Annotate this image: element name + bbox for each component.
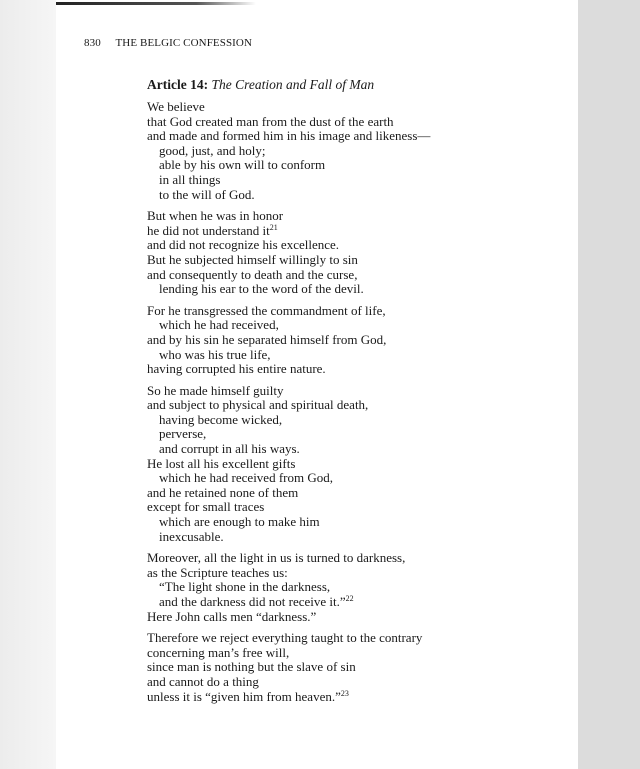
- stanza: [147, 384, 430, 545]
- text-line: [147, 173, 430, 188]
- line-text: who was his true life,: [159, 346, 271, 362]
- text-line: [147, 660, 430, 675]
- line-text: good, just, and holy;: [159, 142, 266, 158]
- line-text: that God created man from the dust of the earth: [147, 113, 394, 129]
- footnote-marker: 21: [269, 222, 278, 232]
- line-text: So he made himself guilty: [147, 382, 284, 398]
- text-line: [147, 580, 430, 595]
- footnote-marker: 23: [340, 688, 349, 698]
- text-line: [147, 457, 430, 472]
- line-text: We believe: [147, 99, 205, 114]
- text-line: [147, 690, 430, 705]
- text-line: [147, 188, 430, 203]
- line-text: as the Scripture teaches us:: [147, 564, 288, 580]
- text-line: [147, 566, 430, 581]
- text-line: [147, 304, 430, 319]
- article-title: The Creation and Fall of Man: [211, 77, 375, 92]
- text-line: [147, 471, 430, 486]
- text-line: [147, 427, 430, 442]
- running-header: [84, 37, 252, 49]
- text-line: [147, 442, 430, 457]
- line-text: and made and formed him in his image and likeness—: [147, 128, 431, 144]
- line-text: and did not recognize his excellence.: [147, 237, 340, 253]
- line-text: since man is nothing but the slave of sin: [147, 659, 356, 675]
- text-line: [147, 158, 430, 173]
- line-text: lending his ear to the word of the devil.: [159, 281, 364, 297]
- text-line: [147, 224, 430, 239]
- stanza: [147, 304, 430, 377]
- text-line: [147, 500, 430, 515]
- line-text: unless it is “given him from heaven.”: [147, 688, 341, 704]
- text-line: [147, 268, 430, 283]
- text-line: [147, 646, 430, 661]
- line-text: which he had received from God,: [159, 470, 333, 486]
- line-text: perverse,: [159, 426, 207, 442]
- line-text: concerning man’s free will,: [147, 644, 290, 660]
- line-text: to the will of God.: [159, 186, 255, 202]
- article-heading: [147, 77, 374, 93]
- text-line: [147, 551, 430, 566]
- line-text: “The light shone in the darkness,: [159, 579, 331, 595]
- stanza: [147, 209, 430, 297]
- page-number: 830: [84, 37, 101, 49]
- text-line: [147, 675, 430, 690]
- line-text: Here John calls men “darkness.”: [147, 608, 317, 624]
- footnote-marker: 22: [345, 594, 354, 603]
- text-line: [147, 384, 430, 399]
- line-text: inexcusable.: [159, 528, 224, 544]
- scan-shadow-line: [56, 2, 256, 5]
- text-line: [147, 282, 430, 297]
- text-line: [147, 318, 430, 333]
- stanza: [147, 551, 430, 624]
- article-body: [147, 100, 430, 711]
- text-line: [147, 515, 430, 530]
- line-text: except for small traces: [147, 499, 265, 515]
- text-line: [147, 610, 430, 625]
- line-text: Moreover, all the light in us is turned to darkness,: [147, 550, 406, 566]
- text-line: [147, 362, 430, 377]
- line-text: He lost all his excellent gifts: [147, 455, 296, 471]
- line-text: having corrupted his entire nature.: [147, 361, 326, 377]
- line-text: and the darkness did not receive it.”: [159, 594, 346, 609]
- text-line: [147, 595, 430, 610]
- text-line: [147, 115, 430, 130]
- scan-right-edge: [578, 0, 640, 769]
- running-title: THE BELGIC CONFESSION: [115, 37, 253, 49]
- text-line: [147, 413, 430, 428]
- line-text: and he retained none of them: [147, 484, 299, 500]
- line-text: But he subjected himself willingly to sin: [147, 251, 358, 267]
- stanza: [147, 631, 430, 704]
- article-label: Article 14:: [147, 77, 209, 92]
- text-line: [147, 129, 430, 144]
- scan-left-margin: [0, 0, 56, 769]
- line-text: having become wicked,: [159, 411, 283, 427]
- text-line: [147, 144, 430, 159]
- line-text: and consequently to death and the curse,: [147, 266, 358, 282]
- line-text: Therefore we reject everything taught to the contrary: [147, 630, 423, 646]
- line-text: he did not understand it: [147, 222, 270, 238]
- text-line: [147, 530, 430, 545]
- text-line: [147, 209, 430, 224]
- line-text: and corrupt in all his ways.: [159, 441, 300, 457]
- text-line: [147, 348, 430, 363]
- text-line: [147, 100, 430, 115]
- text-line: [147, 253, 430, 268]
- line-text: in all things: [159, 171, 221, 187]
- line-text: and by his sin he separated himself from God,: [147, 331, 387, 347]
- line-text: which are enough to make him: [159, 514, 320, 530]
- text-line: [147, 398, 430, 413]
- text-line: [147, 631, 430, 646]
- line-text: which he had received,: [159, 317, 279, 333]
- text-line: [147, 238, 430, 253]
- text-line: [147, 486, 430, 501]
- stanza: [147, 100, 430, 202]
- line-text: and cannot do a thing: [147, 673, 259, 689]
- text-line: [147, 333, 430, 348]
- line-text: For he transgressed the commandment of life,: [147, 302, 386, 318]
- line-text: able by his own will to conform: [159, 157, 326, 173]
- line-text: But when he was in honor: [147, 208, 284, 224]
- line-text: and subject to physical and spiritual death,: [147, 397, 369, 413]
